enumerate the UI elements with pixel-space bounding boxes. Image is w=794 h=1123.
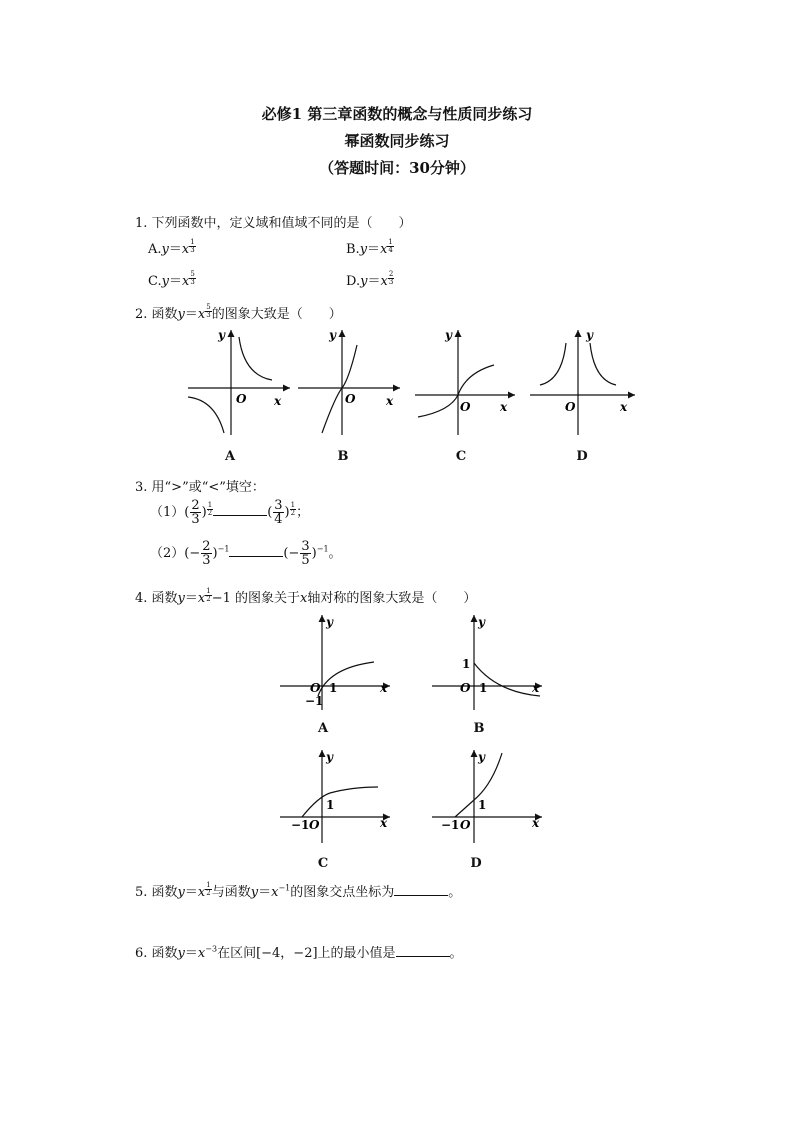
question-3-part-1: （1）( $\frac{2}{3}$ ) $\frac{1}{2}$ ( $\frac{3}{4}$ ) $\frac{1}{2}$ ； bbox=[150, 498, 310, 527]
q2-graph-d bbox=[530, 330, 635, 435]
q4-b-y-label: y bbox=[478, 615, 485, 629]
q2-b-y-label: y bbox=[329, 328, 336, 342]
q2-caption-c: C bbox=[455, 449, 467, 464]
q4-d-x-label: x bbox=[532, 816, 540, 830]
question-4-graphs-top bbox=[0, 610, 794, 730]
question-3-stem: 3. 用“>”或“<”填空： bbox=[135, 480, 265, 495]
q4-c-neg-one-label: −1 bbox=[291, 818, 310, 832]
q4-caption-d: D bbox=[470, 856, 482, 871]
q2-caption-b: B bbox=[337, 449, 349, 464]
q2-a-y-label: y bbox=[218, 328, 225, 342]
q4-c-origin-label: O bbox=[309, 818, 320, 832]
q2-c-origin-label: O bbox=[460, 400, 471, 414]
q5-answer-blank[interactable] bbox=[394, 885, 448, 896]
q4-graph-b bbox=[432, 615, 542, 710]
q4-d-neg-one-label: −1 bbox=[441, 818, 460, 832]
question-1-option-b: B.y＝x $\frac{1}{4}$ bbox=[346, 238, 393, 257]
q4-b-one-x-label: 1 bbox=[479, 681, 488, 695]
q2-d-y-label: y bbox=[586, 328, 593, 342]
q4-b-one-y-label: 1 bbox=[462, 657, 471, 671]
q2-d-x-label: x bbox=[620, 400, 628, 414]
q2-b-origin-label: O bbox=[345, 392, 356, 406]
q6-answer-blank[interactable] bbox=[396, 946, 450, 957]
q2-c-y-label: y bbox=[445, 328, 452, 342]
q2-a-origin-label: O bbox=[236, 392, 247, 406]
question-1-stem: 1. 下列函数中，定义域和值域不同的是（ ） bbox=[135, 216, 412, 231]
q4-a-x-label: x bbox=[380, 681, 388, 695]
q4-b-x-label: x bbox=[532, 681, 540, 695]
question-2-stem: 2. 函数y＝x $\frac{5}{3}$ 的图象大致是（ ） bbox=[135, 303, 342, 322]
question-1-option-a: A.y＝x $\frac{1}{3}$ bbox=[148, 238, 195, 257]
q2-graph-b bbox=[298, 330, 400, 435]
q4-c-y-label: y bbox=[326, 750, 333, 764]
q2-b-x-label: x bbox=[386, 394, 394, 408]
q3-part1-blank[interactable] bbox=[213, 505, 267, 516]
q4-caption-a: A bbox=[317, 721, 329, 736]
q2-c-x-label: x bbox=[500, 400, 508, 414]
page-title: 必修1 第三章函数的概念与性质同步练习 bbox=[261, 105, 533, 123]
q4-d-one-label: 1 bbox=[478, 798, 487, 812]
question-4-graphs-bottom bbox=[0, 745, 794, 855]
q4-a-one-label: 1 bbox=[329, 681, 338, 695]
q2-caption-d: D bbox=[576, 449, 588, 464]
q4-c-one-label: 1 bbox=[326, 798, 335, 812]
question-3-part-2: （2）(− $\frac{2}{3}$ )$^{-1}$ (− $\frac{3}{5}$ )$^{-1}$。 bbox=[150, 539, 342, 568]
q2-caption-a: A bbox=[224, 449, 236, 464]
question-5-stem: 5. 函数y＝x $\frac{1}{2}$ 与函数$y=x^{-1}$的图象交点坐标为 。 bbox=[135, 881, 462, 900]
q2-d-origin-label: O bbox=[565, 400, 576, 414]
question-2-graphs bbox=[0, 325, 794, 445]
q4-c-x-label: x bbox=[380, 816, 388, 830]
question-4-stem: 4. 函数y＝x $\frac{1}{2}$ −1 的图象关于x轴对称的图象大致是（ ） bbox=[135, 587, 477, 606]
q3-part2-blank[interactable] bbox=[229, 546, 283, 557]
time-note: （答题时间：30分钟） bbox=[319, 159, 475, 177]
q2-a-x-label: x bbox=[274, 394, 282, 408]
q4-d-origin-label: O bbox=[460, 818, 471, 832]
q4-a-neg-one-label: −1 bbox=[305, 694, 324, 708]
q2-graph-c bbox=[415, 330, 515, 435]
question-1-option-c: C.y＝x $\frac{5}{3}$ bbox=[148, 270, 195, 289]
question-1-option-d: D.y＝x $\frac{2}{3}$ bbox=[346, 270, 394, 289]
question-6-stem: 6. 函数$y=x^{-3}$在区间[−4，−2]上的最小值是 。 bbox=[135, 944, 463, 961]
q2-graph-a bbox=[188, 330, 290, 435]
q4-a-y-label: y bbox=[326, 615, 333, 629]
page-subtitle: 幂函数同步练习 bbox=[344, 132, 450, 150]
q4-graph-a bbox=[280, 615, 390, 710]
q4-caption-c: C bbox=[317, 856, 329, 871]
q4-b-origin-label: O bbox=[460, 681, 471, 695]
q4-caption-b: B bbox=[473, 721, 485, 736]
q4-a-origin-label: O bbox=[310, 681, 321, 695]
q4-d-y-label: y bbox=[478, 750, 485, 764]
